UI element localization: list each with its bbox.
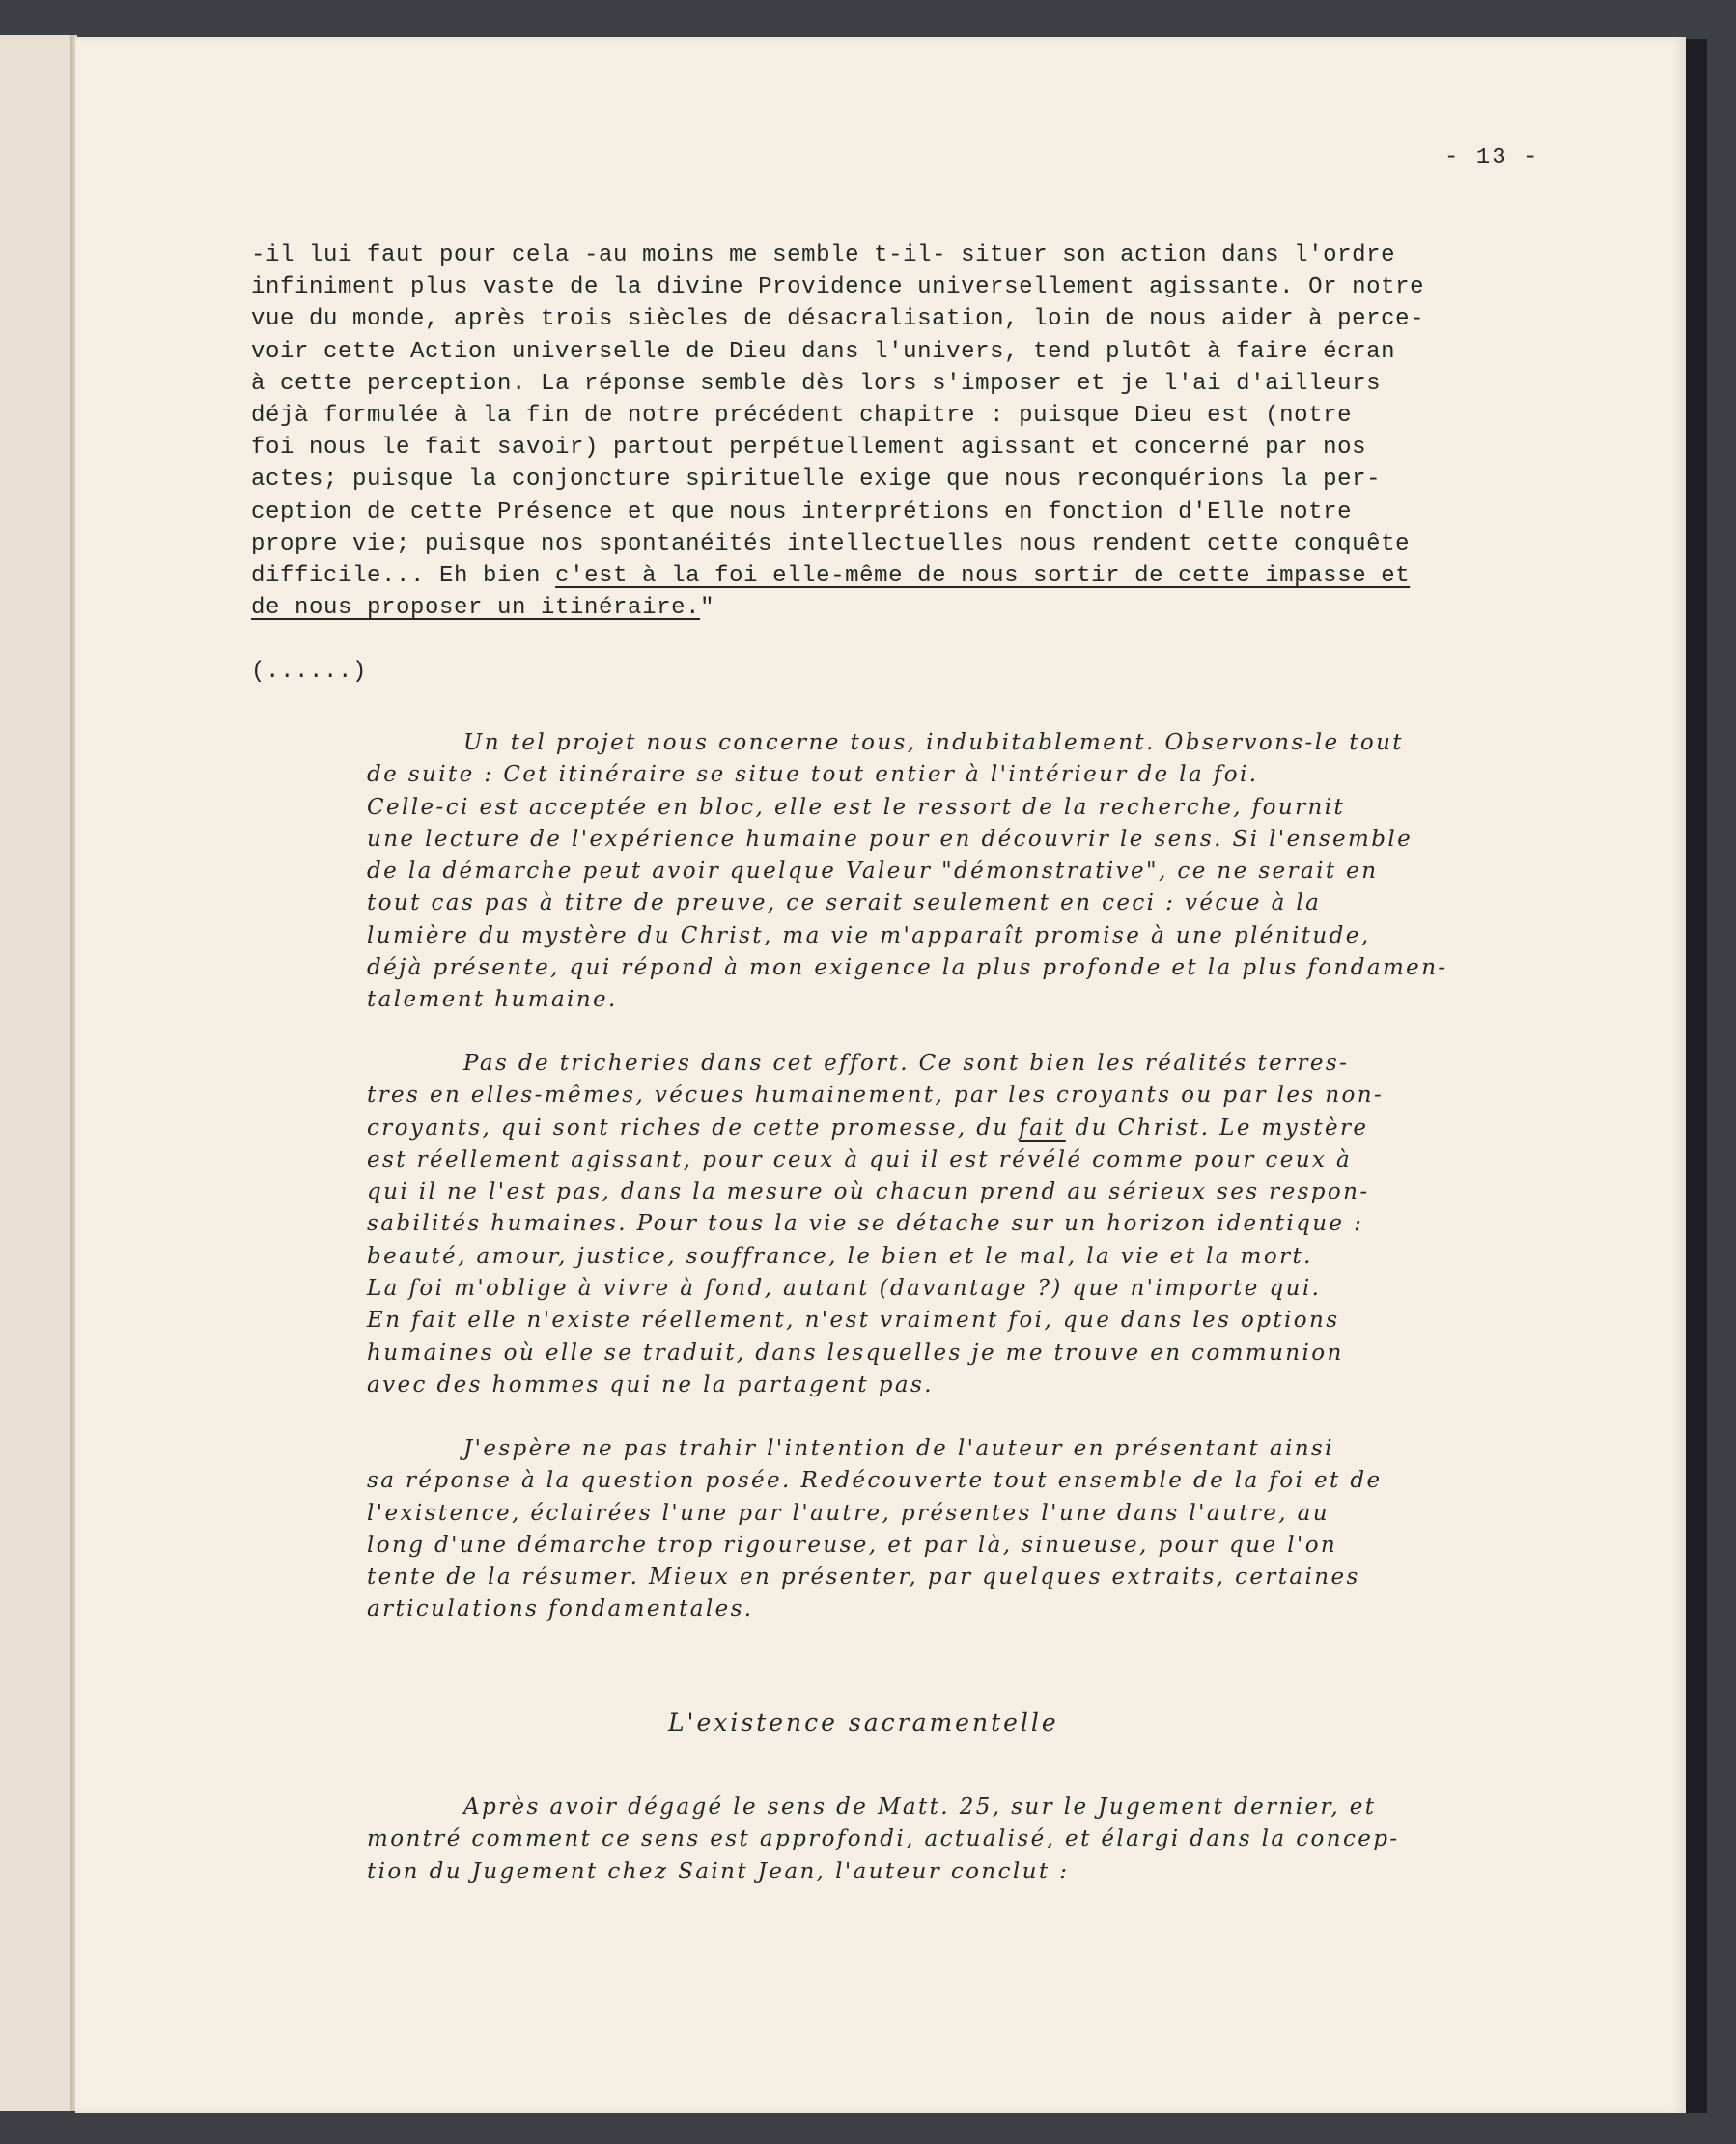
text-line: humaines où elle se traduit, dans lesquelles je me trouve en communion bbox=[367, 1340, 1344, 1366]
text-line: J'espère ne pas trahir l'intention de l'auteur en présentant ainsi bbox=[463, 1436, 1334, 1461]
quoted-passage bbox=[251, 240, 1603, 689]
quote-line-underlined: de nous proposer un itinéraire." bbox=[251, 595, 715, 622]
quote-line: déjà formulée à la fin de notre précédent chapitre : puisque Dieu est (notre bbox=[251, 403, 1353, 430]
text-line: tres en elles-mêmes, vécues humainement, par les croyants ou par les non- bbox=[367, 1083, 1385, 1109]
text-line: En fait elle n'existe réellement, n'est vraiment foi, que dans les options bbox=[367, 1308, 1340, 1334]
previous-page-edge bbox=[0, 35, 71, 2111]
text-line: long d'une démarche trop rigoureuse, et par là, sinueuse, pour que l'on bbox=[367, 1532, 1338, 1558]
text-line: l'existence, éclairées l'une par l'autre, présentes l'une dans l'autre, au bbox=[367, 1500, 1330, 1526]
quote-line: propre vie; puisque nos spontanéités intellectuelles nous rendent cette conquête bbox=[251, 530, 1411, 557]
text-line: sa réponse à la question posée. Redécouverte tout ensemble de la foi et de bbox=[367, 1468, 1383, 1494]
text-line: déjà présente, qui répond à mon exigence la plus profonde et la plus fondamen- bbox=[367, 955, 1448, 981]
page-edge-shadow bbox=[1686, 39, 1707, 2113]
quote-line: à cette perception. La réponse semble dès lors s'imposer et je l'ai d'ailleurs bbox=[251, 370, 1382, 397]
text-line: sabilités humaines. Pour tous la vie se détache sur un horizon identique : bbox=[367, 1211, 1364, 1237]
ellipsis-marker: (......) bbox=[251, 659, 368, 686]
text-line: une lecture de l'expérience humaine pour en découvrir le sens. Si l'ensemble bbox=[367, 826, 1414, 852]
quote-line: infiniment plus vaste de la divine Providence universellement agissante. Or notre bbox=[251, 274, 1425, 301]
text-line: montré comment ce sens est approfondi, actualisé, et élargi dans la concep- bbox=[367, 1826, 1400, 1852]
text-line: tion du Jugement chez Saint Jean, l'auteur conclut : bbox=[367, 1858, 1070, 1884]
underlined-phrase: de nous proposer un itinéraire. bbox=[251, 595, 701, 622]
page-number: - 13 - bbox=[1444, 145, 1540, 171]
quote-line: ception de cette Présence et que nous interprétions en fonction d'Elle notre bbox=[251, 498, 1353, 525]
text-line: Un tel projet nous concerne tous, indubitablement. Observons-le tout bbox=[463, 730, 1404, 755]
text-line: lumière du mystère du Christ, ma vie m'apparaît promise à une plénitude, bbox=[367, 922, 1371, 948]
text-line: est réellement agissant, pour ceux à qui il est révélé comme pour ceux à bbox=[367, 1146, 1353, 1172]
underlined-word: fait bbox=[1019, 1114, 1066, 1141]
underlined-phrase: c'est à la foi elle-même de nous sortir de cette impasse et bbox=[555, 563, 1411, 590]
quote-line: actes; puisque la conjoncture spirituelle exige que nous reconquérions la per- bbox=[251, 466, 1382, 494]
text-line: de la démarche peut avoir quelque Valeur "démonstrative", ce ne serait en bbox=[367, 859, 1379, 885]
text-line: qui il ne l'est pas, dans la mesure où chacun prend au sérieux ses respon- bbox=[367, 1179, 1370, 1205]
text-line: Celle-ci est acceptée en bloc, elle est le ressort de la recherche, fournit bbox=[367, 794, 1346, 820]
quote-line: foi nous le fait savoir) partout perpétuellement agissant et concerné par nos bbox=[251, 435, 1367, 462]
text-line: tout cas pas à titre de preuve, ce serait seulement en ceci : vécue à la bbox=[367, 890, 1322, 917]
paragraph-1 bbox=[367, 727, 1641, 1017]
quote-line: voir cette Action universelle de Dieu dans l'univers, tend plutôt à faire écran bbox=[251, 338, 1396, 365]
quote-line-underlined: difficile... Eh bien c'est à la foi elle-même de nous sortir de cette impasse et bbox=[251, 563, 1411, 590]
quote-line: vue du monde, après trois siècles de désacralisation, loin de nous aider à perce- bbox=[251, 306, 1425, 333]
text-line: beauté, amour, justice, souffrance, le bien et le mal, la vie et la mort. bbox=[367, 1243, 1313, 1269]
paragraph-4 bbox=[367, 1791, 1641, 1888]
text-line: Pas de tricheries dans cet effort. Ce sont bien les réalités terres- bbox=[463, 1051, 1350, 1076]
text-line: tente de la résumer. Mieux en présenter, par quelques extraits, certaines bbox=[367, 1565, 1360, 1591]
quote-line: -il lui faut pour cela -au moins me semble t-il- situer son action dans l'ordre bbox=[251, 242, 1396, 268]
section-heading: L'existence sacramentelle bbox=[668, 1708, 1059, 1736]
text-line: de suite : Cet itinéraire se situe tout entier à l'intérieur de la foi. bbox=[367, 762, 1259, 788]
paragraph-2 bbox=[367, 1048, 1641, 1401]
text-line: avec des hommes qui ne la partagent pas. bbox=[367, 1371, 934, 1397]
text-line: croyants, qui sont riches de cette promesse, du fait du Christ. Le mystère bbox=[367, 1114, 1369, 1141]
text-line: talement humaine. bbox=[367, 987, 618, 1013]
text-line: articulations fondamentales. bbox=[367, 1596, 754, 1622]
paragraph-3 bbox=[367, 1433, 1641, 1626]
text-line: Après avoir dégagé le sens de Matt. 25, sur le Jugement dernier, et bbox=[463, 1794, 1377, 1820]
text-line: La foi m'oblige à vivre à fond, autant (davantage ?) que n'importe qui. bbox=[367, 1276, 1322, 1302]
